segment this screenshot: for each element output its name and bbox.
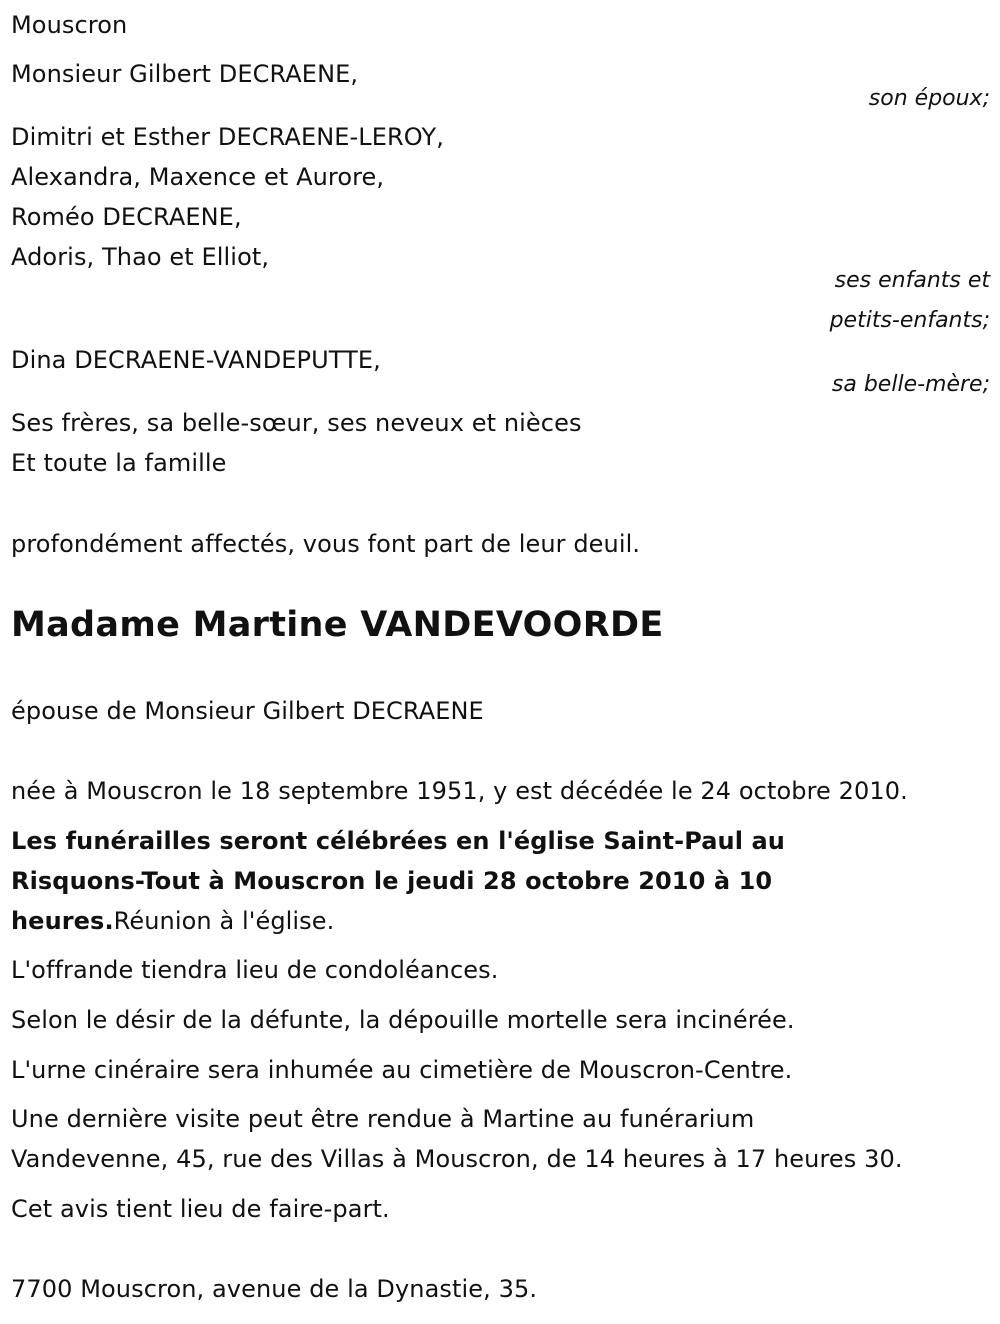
others-line-2: Et toute la famille: [11, 449, 227, 477]
funeral-line-3: [11, 905, 334, 937]
child-line-4: Adoris, Thao et Elliot,: [11, 243, 270, 271]
notice-line: Cet avis tient lieu de faire-part.: [11, 1195, 390, 1223]
city-heading: Mouscron: [11, 11, 128, 39]
spouse-role: son époux;: [868, 86, 990, 111]
deceased-name: Madame Martine VANDEVOORDE: [11, 605, 664, 645]
cremation-line: Selon le désir de la défunte, la dépouille mortelle sera incinérée.: [11, 1006, 795, 1034]
visit-line-2: Vandevenne, 45, rue des Villas à Mouscron, de 14 heures à 17 heures 30.: [11, 1145, 903, 1173]
meeting-text: Réunion à l'église.: [113, 907, 335, 935]
offering-line: L'offrande tiendra lieu de condoléances.: [11, 956, 499, 984]
birth-death-line: née à Mouscron le 18 septembre 1951, y est décédée le 24 octobre 2010.: [11, 777, 908, 805]
child-line-1: Dimitri et Esther DECRAENE-LEROY,: [11, 123, 444, 151]
mother-in-law-name: Dina DECRAENE-VANDEPUTTE,: [11, 346, 381, 374]
children-role-line-1: ses enfants et: [834, 268, 990, 293]
urn-line: L'urne cinéraire sera inhumée au cimetière de Mouscron-Centre.: [11, 1056, 793, 1084]
announcement-text: profondément affectés, vous font part de leur deuil.: [11, 530, 641, 558]
mother-in-law-role: sa belle-mère;: [831, 372, 990, 397]
visit-line-1: Une dernière visite peut être rendue à Martine au funérarium: [11, 1105, 755, 1133]
child-line-3: Roméo DECRAENE,: [11, 203, 242, 231]
address-line: 7700 Mouscron, avenue de la Dynastie, 35.: [11, 1275, 538, 1303]
funeral-line-1: Les funérailles seront célébrées en l'église Saint-Paul au: [11, 827, 785, 855]
children-role-line-2: petits-enfants;: [829, 308, 990, 333]
funeral-time-end: heures.: [11, 907, 114, 935]
spouse-name: Monsieur Gilbert DECRAENE,: [11, 60, 359, 88]
child-line-2: Alexandra, Maxence et Aurore,: [11, 163, 385, 191]
others-line-1: Ses frères, sa belle-sœur, ses neveux et nièces: [11, 409, 582, 437]
funeral-line-2: Risquons-Tout à Mouscron le jeudi 28 octobre 2010 à 10: [11, 867, 773, 895]
deceased-relation: épouse de Monsieur Gilbert DECRAENE: [11, 697, 484, 725]
